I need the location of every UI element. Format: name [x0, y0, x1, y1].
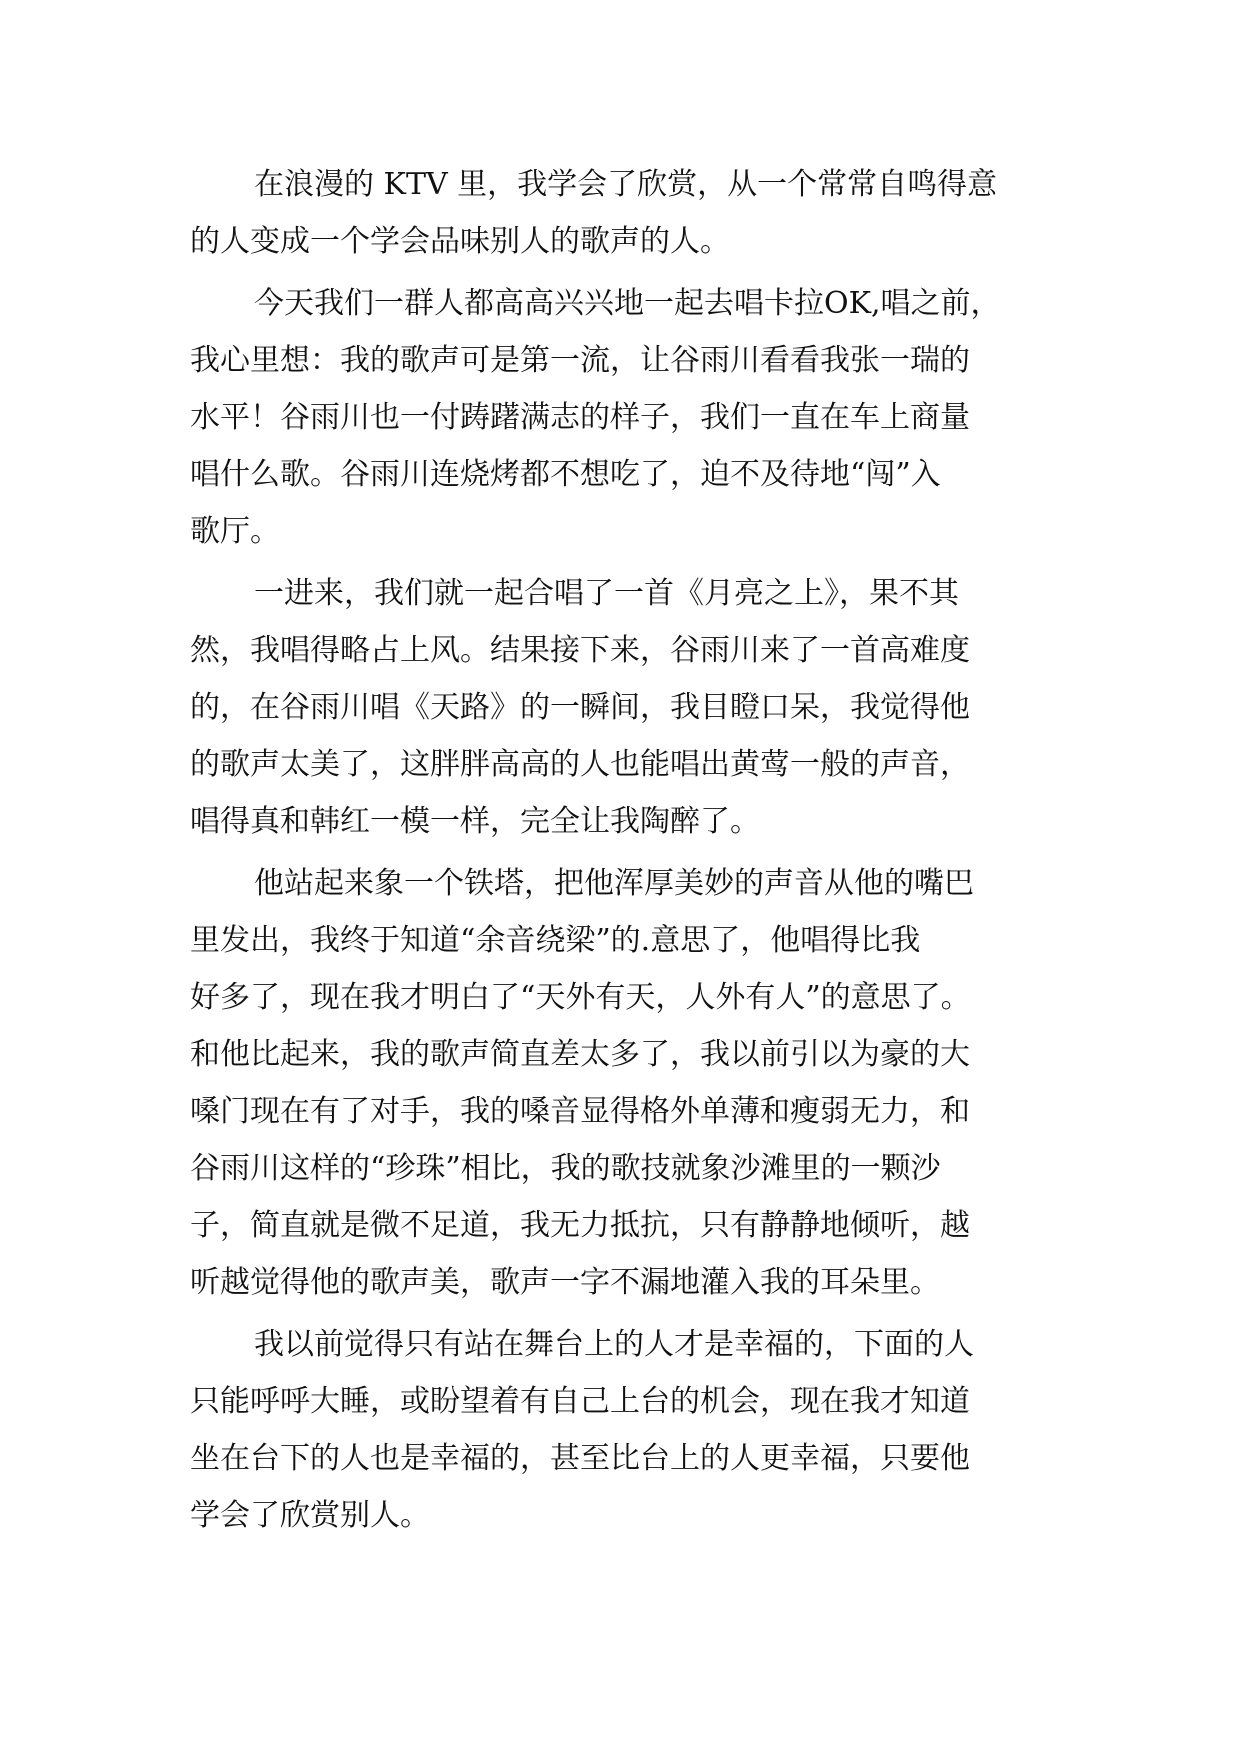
paragraph-line: 只能呼呼大睡，或盼望着有自己上台的机会，现在我才知道 [190, 1384, 970, 1419]
paragraph-line: 今天我们一群人都高高兴兴地一起去唱卡拉OK,唱之前， [254, 286, 1001, 321]
paragraph-3 [190, 565, 1090, 850]
paragraph-line: 我以前觉得只有站在舞台上的人才是幸福的，下面的人 [254, 1327, 974, 1362]
paragraph-4 [190, 855, 1090, 1311]
paragraph-line: 的，在谷雨川唱《天路》的一瞬间，我目瞪口呆，我觉得他 [190, 690, 970, 725]
paragraph-line: 他站起来象一个铁塔，把他浑厚美妙的声音从他的嘴巴 [254, 866, 974, 901]
paragraph-line: 一进来，我们就一起合唱了一首《月亮之上》，果不其 [254, 576, 959, 611]
paragraph-line: 学会了欣赏别人。 [190, 1498, 430, 1533]
paragraph-line: 唱什么歌。谷雨川连烧烤都不想吃了，迫不及待地“闯”入 [190, 457, 941, 492]
paragraph-line: 子，简直就是微不足道，我无力抵抗，只有静静地倾听，越 [190, 1208, 970, 1243]
paragraph-line: 我心里想：我的歌声可是第一流，让谷雨川看看我张一瑞的 [190, 343, 970, 378]
paragraph-line: 谷雨川这样的“珍珠”相比，我的歌技就象沙滩里的一颗沙 [190, 1151, 941, 1186]
paragraph-line: 嗓门现在有了对手，我的嗓音显得格外单薄和瘦弱无力，和 [190, 1094, 970, 1129]
paragraph-line: 听越觉得他的歌声美，歌声一字不漏地灌入我的耳朵里。 [190, 1265, 940, 1300]
paragraph-line: 水平！谷雨川也一付踌躇满志的样子，我们一直在车上商量 [190, 400, 970, 435]
paragraph-line: 然，我唱得略占上风。结果接下来，谷雨川来了一首高难度 [190, 633, 970, 668]
paragraph-line: 唱得真和韩红一模一样，完全让我陶醉了。 [190, 804, 760, 839]
paragraph-1 [190, 156, 1090, 270]
paragraph-line: 的歌声太美了，这胖胖高高的人也能唱出黄莺一般的声音， [190, 747, 970, 782]
paragraph-line: 好多了，现在我才明白了“天外有天，人外有人”的意思了。 [190, 980, 971, 1015]
paragraph-line: 坐在台下的人也是幸福的，甚至比台上的人更幸福，只要他 [190, 1441, 970, 1476]
paragraph-line: 的人变成一个学会品味别人的歌声的人。 [190, 224, 730, 259]
paragraph-2 [190, 275, 1090, 560]
paragraph-5 [190, 1316, 1090, 1544]
paragraph-line: 在浪漫的 KTV 里，我学会了欣赏，从一个常常自鸣得意 [254, 167, 998, 202]
paragraph-line: 里发出，我终于知道“余音绕梁”的.意思了，他唱得比我 [190, 923, 921, 958]
paragraph-line: 和他比起来，我的歌声简直差太多了，我以前引以为豪的大 [190, 1037, 970, 1072]
paragraph-line: 歌厅。 [190, 514, 280, 549]
document-body [190, 156, 1090, 1549]
